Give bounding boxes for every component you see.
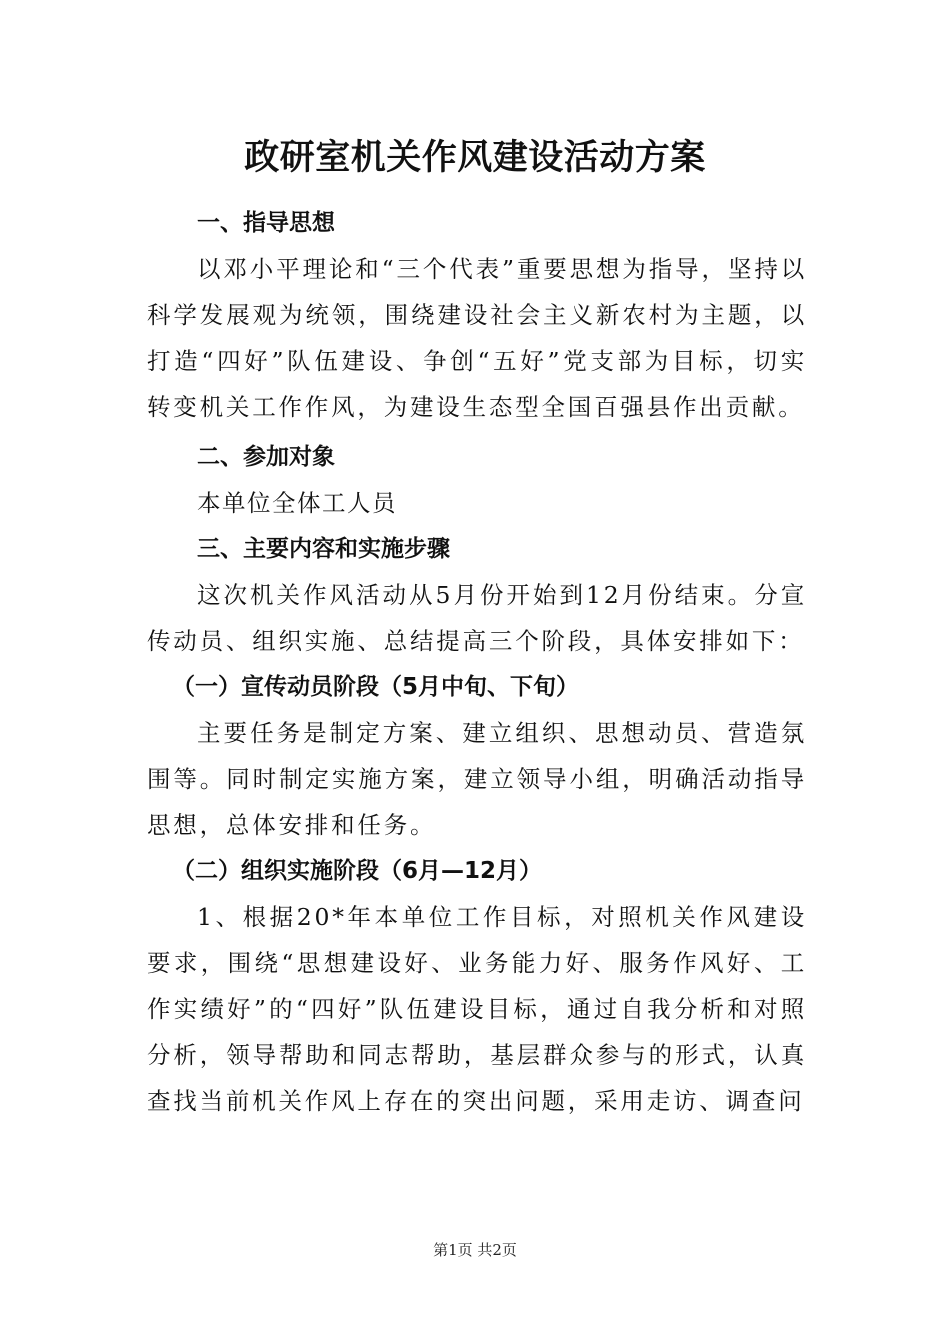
paragraph-stage-1: 主要任务是制定方案、建立组织、思想动员、营造氛围等。同时制定实施方案，建立领导小组，明确活动指导思想，总体安排和任务。 [147,719,807,839]
page-number-footer: 第1页 共2页 [433,1241,517,1259]
section-heading-guiding-ideology: 一、指导思想 [197,210,335,236]
document-title: 政研室机关作风建设活动方案 [244,137,706,178]
paragraph-guiding-ideology: 以邓小平理论和“三个代表”重要思想为指导，坚持以科学发展观为统领，围绕建设社会主义新农村为主题，以打造“四好”队伍建设、争创“五好”党支部为目标，切实转变机关工作作风，为建设生态型全国百强县作出贡献。 [147,255,807,421]
subsection-heading-stage-1: （一）宣传动员阶段（5月中旬、下旬） [172,674,580,700]
paragraph-stage-2: 1、根据20*年本单位工作目标，对照机关作风建设要求，围绕“思想建设好、业务能力好、服务作风好、工作实绩好”的“四好”队伍建设目标，通过自我分析和对照分析，领导帮助和同志帮助，基层群众参与的形式，认真查找当前机关作风上存在的突出问题，采用走访、调查问 [147,903,807,1115]
document-body [147,200,807,1124]
section-heading-main-content: 三、主要内容和实施步骤 [197,536,450,562]
section-heading-participants: 二、参加对象 [197,444,335,470]
paragraph-main-content: 这次机关作风活动从5月份开始到12月份结束。分宣传动员、组织实施、总结提高三个阶段，具体安排如下： [147,581,807,655]
subsection-heading-stage-2: （二）组织实施阶段（6月—12月） [172,858,543,884]
paragraph-participants: 本单位全体工人员 [197,489,397,517]
